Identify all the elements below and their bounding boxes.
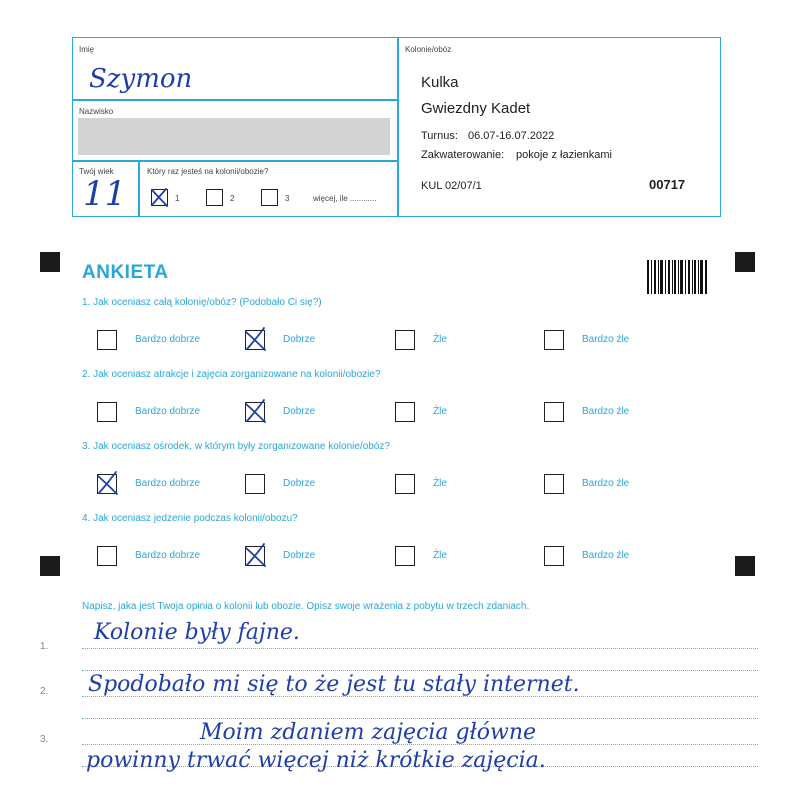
answer-line-1b (82, 670, 758, 671)
camp-program: Gwiezdny Kadet (421, 100, 531, 117)
q3-checkbox-bardzo-zle[interactable] (544, 474, 564, 494)
answer-text-1[interactable]: Kolonie były fajne. (94, 620, 300, 645)
q3-checkbox-dobrze[interactable] (245, 474, 265, 494)
turnus-label: Turnus: (421, 130, 458, 142)
last-name-label: Nazwisko (79, 107, 114, 116)
question-4-text: 4. Jak oceniasz jedzenie podczas kolonii/obozu? (82, 513, 298, 524)
check-mark-icon (243, 541, 269, 569)
times-more-label: więcej, ile ............ (313, 194, 377, 203)
camp-name: Kulka (421, 74, 459, 91)
header-form (72, 37, 721, 217)
q4-option-label-zle: Źle (433, 550, 447, 561)
times-option-3: 3 (285, 194, 290, 203)
q4-option-label-dobrze: Dobrze (283, 550, 316, 561)
q2-option-label-dobrze: Dobrze (283, 406, 316, 417)
question-3-text: 3. Jak oceniasz ośrodek, w którym były zorganizowane kolonie/obóz? (82, 441, 390, 452)
q2-option-label-bardzo-dobrze: Bardzo dobrze (135, 406, 201, 417)
q4-option-label-bardzo-zle: Bardzo źle (582, 550, 630, 561)
q1-checkbox-dobrze[interactable] (245, 330, 265, 350)
registration-marker-bottom-left (40, 556, 60, 576)
header-divider-vertical (397, 38, 399, 216)
q1-option-label-bardzo-dobrze: Bardzo dobrze (135, 334, 201, 345)
q1-option-label-zle: Źle (433, 334, 447, 345)
registration-marker-top-right (735, 252, 755, 272)
header-divider-name (73, 99, 397, 101)
registration-marker-bottom-right (735, 556, 755, 576)
first-name-label: Imię (79, 45, 95, 54)
times-checkbox-2[interactable] (206, 189, 223, 206)
last-name-redaction (78, 118, 390, 155)
q2-checkbox-zle[interactable] (395, 402, 415, 422)
check-mark-icon (149, 185, 171, 209)
q1-checkbox-bardzo-dobrze[interactable] (97, 330, 117, 350)
age-value[interactable]: 11 (83, 174, 127, 214)
line-number-2: 2. (40, 686, 49, 697)
times-option-1: 1 (175, 194, 180, 203)
line-number-1: 1. (40, 641, 49, 652)
times-checkbox-1[interactable] (151, 189, 168, 206)
registration-marker-top-left (40, 252, 60, 272)
q3-option-label-bardzo-zle: Bardzo źle (582, 478, 630, 489)
camp-label: Kolonie/obóz (405, 45, 452, 54)
accommodation-value: pokoje z łazienkami (516, 149, 612, 161)
survey-title: ANKIETA (82, 262, 169, 283)
answer-text-2[interactable]: Spodobało mi się to że jest tu stały internet. (88, 672, 580, 697)
question-1-text: 1. Jak oceniasz całą kolonię/obóz? (Podobało Ci się?) (82, 297, 322, 308)
answer-line-1 (82, 648, 758, 649)
answer-line-2b (82, 718, 758, 719)
first-name-value[interactable]: Szymon (89, 64, 193, 94)
q1-option-label-bardzo-zle: Bardzo źle (582, 334, 630, 345)
q3-checkbox-bardzo-dobrze[interactable] (97, 474, 117, 494)
q2-option-label-bardzo-zle: Bardzo źle (582, 406, 630, 417)
check-mark-icon (243, 397, 269, 425)
answer-text-3[interactable]: Moim zdaniem zajęcia główne (200, 720, 537, 745)
answer-text-4[interactable]: powinny trwać więcej niż krótkie zajęcia. (86, 748, 546, 773)
turnus-value: 06.07-16.07.2022 (468, 130, 555, 142)
q3-option-label-zle: Źle (433, 478, 447, 489)
q3-option-label-bardzo-dobrze: Bardzo dobrze (135, 478, 201, 489)
times-checkbox-3[interactable] (261, 189, 278, 206)
q1-option-label-dobrze: Dobrze (283, 334, 316, 345)
header-divider-surname (73, 160, 397, 162)
q2-option-label-zle: Źle (433, 406, 447, 417)
line-number-3: 3. (40, 734, 49, 745)
age-label: Twój wiek (79, 167, 114, 176)
opinion-prompt: Napisz, jaka jest Twoja opinia o kolonii lub obozie. Opisz swoje wrażenia z pobytu w trzech zdaniach. (82, 601, 530, 612)
q2-checkbox-dobrze[interactable] (245, 402, 265, 422)
q1-checkbox-zle[interactable] (395, 330, 415, 350)
q3-option-label-dobrze: Dobrze (283, 478, 316, 489)
question-2-text: 2. Jak oceniasz atrakcje i zajęcia zorganizowane na kolonii/obozie? (82, 369, 381, 380)
q1-checkbox-bardzo-zle[interactable] (544, 330, 564, 350)
q2-checkbox-bardzo-zle[interactable] (544, 402, 564, 422)
times-label: Który raz jesteś na kolonii/obozie? (147, 167, 269, 176)
barcode-icon (647, 260, 707, 294)
q4-checkbox-dobrze[interactable] (245, 546, 265, 566)
q3-checkbox-zle[interactable] (395, 474, 415, 494)
times-option-2: 2 (230, 194, 235, 203)
camp-code: KUL 02/07/1 (421, 180, 482, 192)
q4-checkbox-bardzo-dobrze[interactable] (97, 546, 117, 566)
q2-checkbox-bardzo-dobrze[interactable] (97, 402, 117, 422)
q4-checkbox-bardzo-zle[interactable] (544, 546, 564, 566)
check-mark-icon (243, 325, 269, 353)
header-divider-age (138, 160, 140, 216)
accommodation-label: Zakwaterowanie: (421, 149, 505, 161)
q4-option-label-bardzo-dobrze: Bardzo dobrze (135, 550, 201, 561)
q4-checkbox-zle[interactable] (395, 546, 415, 566)
check-mark-icon (95, 469, 121, 497)
camp-number: 00717 (649, 177, 686, 192)
